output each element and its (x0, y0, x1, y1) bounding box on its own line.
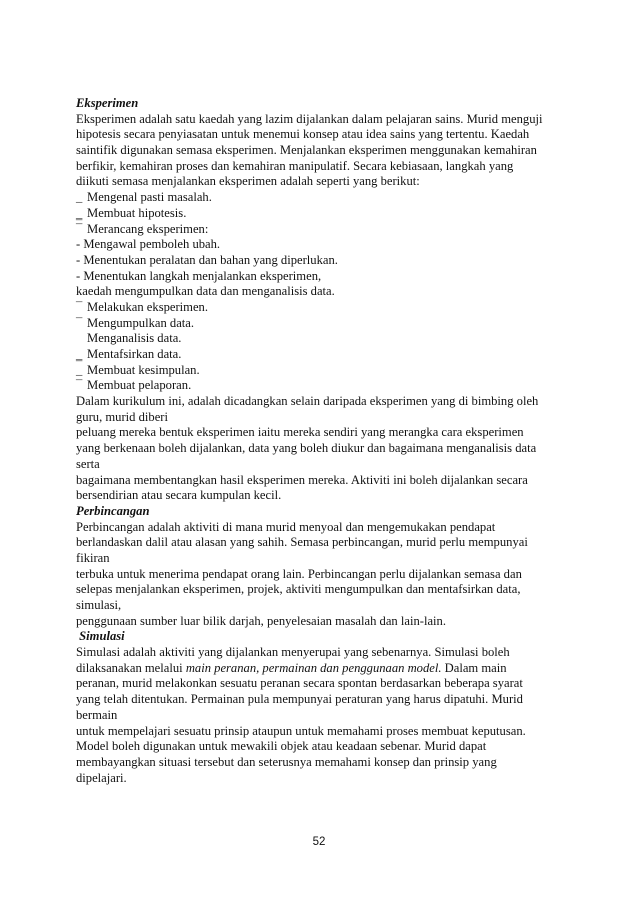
section-heading-perbincangan: Perbincangan (76, 503, 150, 518)
paragraph-line: bermain (76, 707, 118, 722)
page-body (76, 96, 566, 786)
list-item-text: Membuat hipotesis. (87, 205, 187, 220)
section-heading-simulasi: Simulasi (76, 629, 125, 644)
list-item (76, 300, 566, 316)
paragraph-line: Eksperimen adalah satu kaedah yang lazim dijalankan dalam pelajaran sains. Murid menguji (76, 111, 543, 126)
sub-list-item: - Menentukan peralatan dan bahan yang diperlukan. (76, 252, 338, 267)
list-item (76, 190, 566, 206)
paragraph-line: diikuti semasa menjalankan eksperimen adalah seperti yang berikut: (76, 174, 420, 189)
text-span: Dalam main (441, 660, 507, 675)
bullet-marker: ¯ (76, 221, 83, 236)
list-item-text: Mengenal pasti masalah. (87, 190, 212, 205)
list-item-text: Menganalisis data. (87, 331, 182, 346)
list-item (76, 363, 566, 379)
paragraph-line: serta (76, 456, 100, 471)
sub-list-item: - Menentukan langkah menjalankan eksperimen, (76, 268, 322, 283)
paragraph-line: bagaimana membentangkan hasil eksperimen mereka. Aktiviti ini boleh dijalankan secara (76, 472, 528, 487)
list-item (76, 206, 566, 222)
paragraph-line: untuk mempelajari sesuatu prinsip ataupun untuk memahami proses membuat keputusan. (76, 723, 526, 738)
paragraph-line: selepas menjalankan eksperimen, projek, aktiviti mengumpulkan dan mentafsirkan data, (76, 582, 521, 597)
bullet-marker: _ (76, 362, 83, 377)
paragraph-line: guru, murid diberi (76, 409, 168, 424)
paragraph-line: Simulasi adalah aktiviti yang dijalankan menyerupai yang sebenarnya. Simulasi boleh (76, 645, 510, 660)
list-item-text: Merancang eksperimen: (87, 221, 209, 236)
page-number: 52 (312, 836, 326, 848)
italic-phrase: main peranan, permainan dan penggunaan model. (185, 660, 442, 675)
paragraph-line: membayangkan situasi tersebut dan seterusnya memahami konsep dan prinsip yang (76, 754, 497, 769)
paragraph-line: fikiran (76, 550, 110, 565)
list-item-text: Mentafsirkan data. (87, 347, 182, 361)
list-item (76, 378, 566, 394)
paragraph-line: bersendirian atau secara kumpulan kecil. (76, 488, 282, 503)
paragraph-line: simulasi, (76, 598, 122, 612)
text-span: dilaksanakan melalui (76, 660, 186, 675)
paragraph-line: terbuka untuk menerima pendapat orang lain. Perbincangan perlu dijalankan semasa dan (76, 566, 522, 581)
paragraph-line: Dalam kurikulum ini, adalah dicadangkan selain daripada eksperimen yang di bimbing oleh (76, 394, 539, 409)
bullet-marker: ¯ (76, 315, 83, 330)
paragraph-line: yang telah ditentukan. Permainan pula mempunyai peraturan yang harus dipatuhi. Murid (76, 692, 523, 707)
paragraph-line: berfikir, kemahiran proses dan kemahiran manipulatif. Secara kebiasaan, langkah yang (76, 158, 514, 173)
list-item (76, 347, 566, 363)
paragraph-line: saintifik digunakan semasa eksperimen. Menjalankan eksperimen menggunakan kemahiran (76, 143, 537, 158)
paragraph-line: peluang mereka bentuk eksperimen iaitu mereka sendiri yang merangka cara eksperimen (76, 425, 524, 440)
bullet-marker: ¯ (76, 378, 83, 393)
list-item-text: Membuat pelaporan. (87, 378, 192, 393)
bullet-marker: ¯ (76, 299, 83, 314)
bullet-marker: ‗ (76, 347, 83, 361)
list-item (76, 222, 566, 238)
paragraph-line: yang berkenaan boleh dijalankan, data yang boleh diukur dan bagaimana menganalisis data (76, 441, 537, 456)
sub-list-item: kaedah mengumpulkan data dan menganalisis data. (76, 284, 335, 299)
bullet-marker: ‗ (76, 205, 83, 220)
paragraph-line: dipelajari. (76, 770, 127, 785)
paragraph-line: penggunaan sumber luar bilik darjah, penyelesaian masalah dan lain-lain. (76, 613, 446, 628)
paragraph-line: peranan, murid melakonkan sesuatu peranan secara spontan berdasarkan beberapa syarat (76, 676, 523, 691)
paragraph-line: Perbincangan adalah aktiviti di mana murid menyoal dan mengemukakan pendapat (76, 519, 496, 534)
section-heading-eksperimen: Eksperimen (76, 96, 139, 110)
bullet-marker: _ (76, 190, 83, 205)
list-item-text: Membuat kesimpulan. (87, 362, 200, 377)
list-item-text: Mengumpulkan data. (87, 315, 195, 330)
list-item-text: Melakukan eksperimen. (87, 299, 208, 314)
paragraph-line: berlandaskan dalil atau alasan yang sahih. Semasa perbincangan, murid perlu mempunyai (76, 535, 528, 550)
sub-list-item: - Mengawal pemboleh ubah. (76, 237, 221, 252)
paragraph-line: Model boleh digunakan untuk mewakili objek atau keadaan sebenar. Murid dapat (76, 739, 487, 754)
list-item (76, 316, 566, 332)
paragraph-line: hipotesis secara penyiasatan untuk menemui konsep atau idea sains yang tertentu. Kaedah (76, 127, 530, 142)
paragraph-line (76, 661, 566, 677)
list-item (76, 331, 566, 347)
